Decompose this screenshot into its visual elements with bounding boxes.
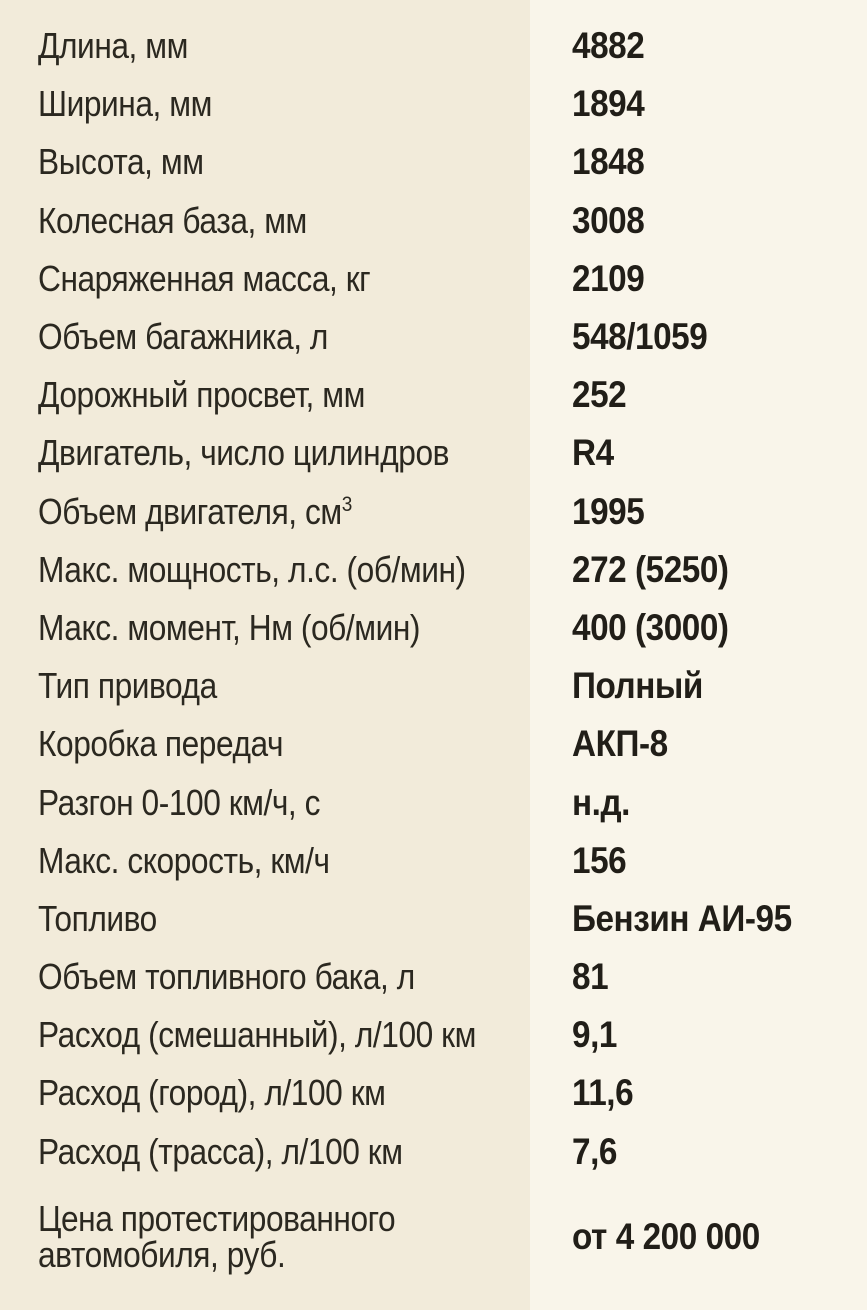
spec-label: Макс. момент, Нм (об/мин)	[38, 606, 421, 648]
spec-label: Объем багажника, л	[38, 316, 328, 358]
table-row	[0, 1006, 867, 1064]
table-row	[0, 366, 867, 424]
spec-label-cell	[0, 839, 572, 881]
spec-label: Ширина, мм	[38, 83, 212, 125]
table-row	[0, 948, 867, 1006]
spec-value-cell	[572, 839, 867, 881]
spec-value: АКП-8	[572, 723, 668, 765]
spec-label: Двигатель, число цилиндров	[38, 432, 450, 474]
spec-value: Бензин АИ-95	[572, 897, 792, 939]
spec-value-cell	[572, 665, 867, 707]
spec-label-cell	[0, 781, 572, 823]
spec-value: 1995	[572, 490, 645, 532]
table-row	[0, 890, 867, 948]
spec-value-cell	[572, 490, 867, 532]
spec-value-cell	[572, 25, 867, 67]
spec-label: Дорожный просвет, мм	[38, 374, 365, 416]
table-row	[0, 483, 867, 541]
spec-label-cell	[0, 199, 572, 241]
table-row	[0, 133, 867, 191]
spec-label: Длина, мм	[38, 25, 188, 67]
spec-label: Тип привода	[38, 665, 217, 707]
spec-label: Коробка передач	[38, 723, 284, 765]
spec-label: Объем двигателя, $см^3$	[38, 490, 352, 532]
spec-value: 2109	[572, 257, 645, 299]
spec-value-cell	[572, 1072, 867, 1114]
spec-value: 1848	[572, 141, 645, 183]
spec-value: 1894	[572, 83, 645, 125]
spec-value: 272 (5250)	[572, 548, 729, 590]
spec-value-cell	[572, 897, 867, 939]
spec-label: Расход (трасса), л/100 км	[38, 1130, 403, 1172]
spec-label: Макс. мощность, л.с. (об/мин)	[38, 548, 466, 590]
spec-label-cell	[0, 606, 572, 648]
superscript-3: 3	[341, 490, 352, 516]
spec-value: 156	[572, 839, 627, 881]
spec-label-cell	[0, 141, 572, 183]
table-row	[0, 541, 867, 599]
spec-value-cell	[572, 723, 867, 765]
spec-label-cell	[0, 316, 572, 358]
spec-value-cell	[572, 374, 867, 416]
spec-value: 9,1	[572, 1014, 617, 1056]
spec-label-cell	[0, 665, 572, 707]
spec-value: 4882	[572, 25, 645, 67]
table-row	[0, 599, 867, 657]
spec-label: Топливо	[38, 897, 157, 939]
spec-label-cell	[0, 897, 572, 939]
spec-value: от 4 200 000	[572, 1215, 760, 1257]
spec-value-cell	[572, 606, 867, 648]
spec-label-cell	[0, 1014, 572, 1056]
spec-value-cell	[572, 141, 867, 183]
spec-value-cell	[572, 432, 867, 474]
spec-label-cell	[0, 548, 572, 590]
spec-label: Расход (смешанный), л/100 км	[38, 1014, 476, 1056]
table-row	[0, 308, 867, 366]
spec-value-cell	[572, 1215, 867, 1257]
spec-value: R4	[572, 432, 614, 474]
spec-label: Расход (город), л/100 км	[38, 1072, 386, 1114]
spec-label-cell	[0, 490, 572, 532]
spec-value-cell	[572, 257, 867, 299]
spec-value-cell	[572, 956, 867, 998]
spec-label-cell	[0, 1072, 572, 1114]
spec-value: 548/1059	[572, 316, 708, 358]
spec-label: Разгон 0-100 км/ч, с	[38, 781, 321, 823]
spec-value-cell	[572, 1014, 867, 1056]
table-row	[0, 715, 867, 773]
table-row	[0, 192, 867, 250]
spec-label-cell	[0, 956, 572, 998]
spec-value-cell	[572, 548, 867, 590]
spec-value: 252	[572, 374, 627, 416]
spec-value-cell	[572, 781, 867, 823]
spec-label-cell	[0, 25, 572, 67]
spec-label-cell	[0, 83, 572, 125]
spec-value: 7,6	[572, 1130, 617, 1172]
spec-label: Цена протестированного автомобиля, руб.	[38, 1197, 396, 1275]
spec-label: Снаряженная масса, кг	[38, 257, 371, 299]
table-row	[0, 1064, 867, 1122]
spec-value: 81	[572, 956, 609, 998]
table-row	[0, 424, 867, 482]
spec-value: 3008	[572, 199, 645, 241]
table-row	[0, 657, 867, 715]
spec-value-cell	[572, 83, 867, 125]
table-row	[0, 773, 867, 831]
spec-label: Высота, мм	[38, 141, 204, 183]
spec-label-cell	[0, 1197, 572, 1275]
table-row	[0, 250, 867, 308]
table-row	[0, 1123, 867, 1181]
spec-value: 400 (3000)	[572, 606, 729, 648]
spec-value: 11,6	[572, 1072, 634, 1114]
spec-label-cell	[0, 257, 572, 299]
spec-value: н.д.	[572, 781, 630, 823]
spec-label-cell	[0, 432, 572, 474]
spec-value-cell	[572, 199, 867, 241]
spec-label: Макс. скорость, км/ч	[38, 839, 330, 881]
spec-label-cell	[0, 1130, 572, 1172]
table-row	[0, 17, 867, 75]
spec-label: Колесная база, мм	[38, 199, 307, 241]
spec-value-cell	[572, 1130, 867, 1172]
spec-label-cell	[0, 374, 572, 416]
table-row	[0, 75, 867, 133]
spec-label: Объем топливного бака, л	[38, 956, 415, 998]
spec-label-cell	[0, 723, 572, 765]
spec-value: Полный	[572, 665, 703, 707]
table-row	[0, 1191, 867, 1283]
table-row	[0, 832, 867, 890]
spec-value-cell	[572, 316, 867, 358]
